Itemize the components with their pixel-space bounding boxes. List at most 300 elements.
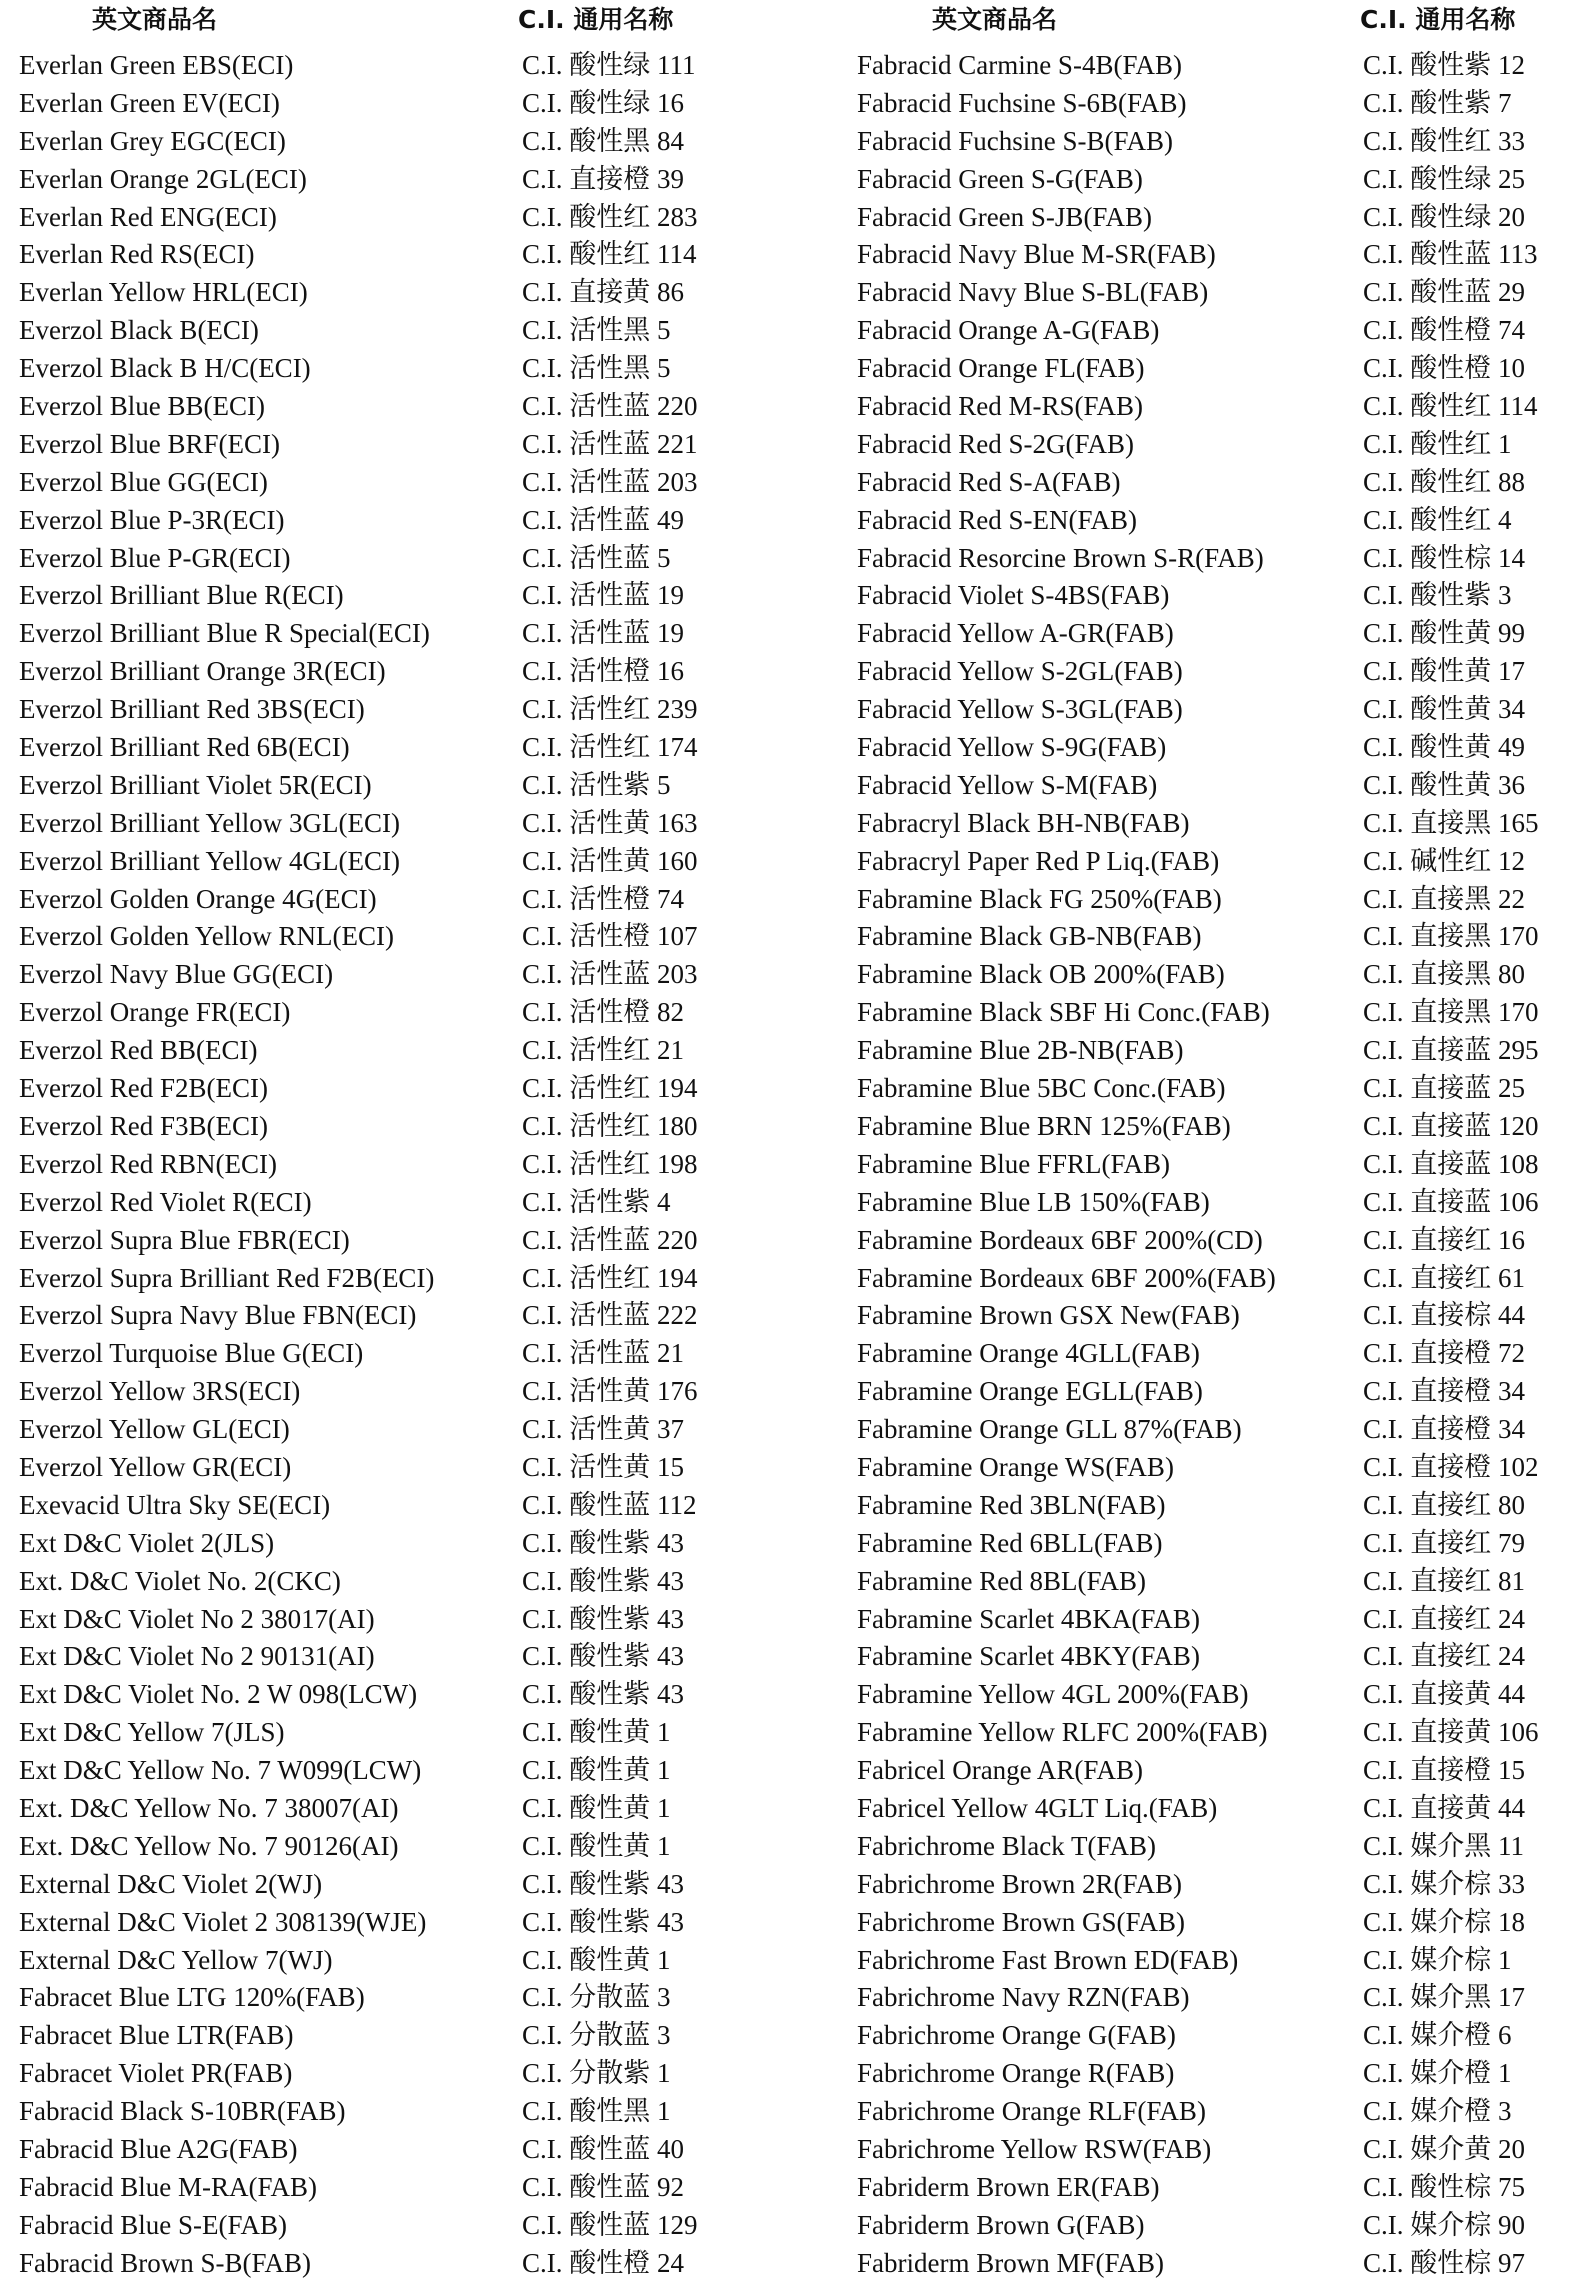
english-trade-name: Fabramine Black OB 200%(FAB): [857, 959, 1225, 990]
table-row: [0, 994, 780, 1032]
ci-generic-name: C.I. 活性蓝 19: [522, 580, 684, 611]
english-trade-name: Everzol Golden Orange 4G(ECI): [19, 883, 377, 914]
english-trade-name: Fabracid Fuchsine S-B(FAB): [857, 125, 1173, 156]
table-row: [0, 236, 780, 274]
english-trade-name: Fabracid Orange A-G(FAB): [857, 315, 1160, 346]
ci-generic-name: C.I. 媒介橙 3: [1363, 2096, 1512, 2127]
ci-generic-name: C.I. 活性蓝 203: [522, 466, 698, 497]
english-trade-name: Fabracid Green S-G(FAB): [857, 163, 1143, 194]
table-row: [0, 615, 780, 653]
table-row: [840, 1146, 1583, 1184]
english-trade-name: Everzol Blue P-3R(ECI): [19, 504, 285, 535]
ci-generic-name: C.I. 活性橙 82: [522, 997, 684, 1028]
english-trade-name: Everzol Blue P-GR(ECI): [19, 542, 291, 573]
ci-generic-name: C.I. 直接黑 165: [1363, 807, 1539, 838]
ci-generic-name: C.I. 直接红 81: [1363, 1565, 1525, 1596]
ci-generic-name: C.I. 酸性紫 43: [522, 1565, 684, 1596]
english-trade-name: Fabricel Yellow 4GLT Liq.(FAB): [857, 1792, 1218, 1823]
ci-generic-name: C.I. 媒介棕 90: [1363, 2209, 1525, 2240]
table-row: [840, 1032, 1583, 1070]
table-row: [840, 1525, 1583, 1563]
table-row: [840, 236, 1583, 274]
ci-generic-name: C.I. 酸性黑 84: [522, 125, 684, 156]
english-trade-name: Fabrichrome Brown GS(FAB): [857, 1906, 1185, 1937]
ci-generic-name: C.I. 活性黄 15: [522, 1451, 684, 1482]
table-row: [0, 1638, 780, 1676]
english-trade-name: Fabracid Yellow A-GR(FAB): [857, 618, 1174, 649]
english-trade-name: Everzol Blue BRF(ECI): [19, 428, 280, 459]
ci-generic-name: C.I. 酸性紫 43: [522, 1679, 684, 1710]
table-row: [0, 1714, 780, 1752]
ci-generic-name: C.I. 酸性橙 74: [1363, 315, 1525, 346]
table-row: [840, 312, 1583, 350]
table-row: [840, 1222, 1583, 1260]
english-trade-name: Fabracid Carmine S-4B(FAB): [857, 50, 1182, 80]
ci-generic-name: C.I. 活性蓝 19: [522, 618, 684, 649]
table-row: [0, 464, 780, 502]
ci-generic-name: C.I. 酸性橙 10: [1363, 353, 1525, 384]
ci-generic-name: C.I. 活性红 239: [522, 694, 698, 725]
ci-generic-name: C.I. 酸性黄 1: [522, 1944, 671, 1975]
ci-generic-name: C.I. 酸性黄 17: [1363, 656, 1525, 687]
ci-generic-name: C.I. 直接橙 34: [1363, 1414, 1525, 1445]
table-row: [0, 1070, 780, 1108]
table-row: [0, 653, 780, 691]
ci-generic-name: C.I. 媒介棕 33: [1363, 1868, 1525, 1899]
ci-generic-name: C.I. 直接蓝 295: [1363, 1035, 1539, 1066]
table-row: [840, 994, 1583, 1032]
english-trade-name: Fabracid Yellow S-9G(FAB): [857, 732, 1167, 763]
english-trade-name: Everzol Brilliant Yellow 3GL(ECI): [19, 807, 400, 838]
english-trade-name: Fabramine Orange 4GLL(FAB): [857, 1338, 1200, 1369]
table-row: [840, 388, 1583, 426]
table-row: [0, 85, 780, 123]
table-row: [0, 1108, 780, 1146]
ci-generic-name: C.I. 媒介黄 20: [1363, 2133, 1525, 2164]
ci-generic-name: C.I. 媒介棕 1: [1363, 1944, 1512, 1975]
english-trade-name: Ext D&C Violet No 2 38017(AI): [19, 1603, 375, 1634]
english-trade-name: Fabramine Scarlet 4BKY(FAB): [857, 1641, 1200, 1672]
header-ci-name: C.I. 通用名称: [1360, 5, 1516, 34]
english-trade-name: Fabracid Red S-2G(FAB): [857, 428, 1134, 459]
english-trade-name: Ext D&C Yellow No. 7 W099(LCW): [19, 1755, 422, 1786]
table-row: [840, 2169, 1583, 2207]
english-trade-name: Everlan Red RS(ECI): [19, 239, 255, 270]
english-trade-name: Fabrichrome Orange R(FAB): [857, 2058, 1175, 2089]
table-row: [840, 1676, 1583, 1714]
table-row: [840, 426, 1583, 464]
table-row: [0, 2017, 780, 2055]
english-trade-name: Ext. D&C Yellow No. 7 38007(AI): [19, 1792, 399, 1823]
ci-generic-name: C.I. 直接黄 44: [1363, 1792, 1525, 1823]
ci-generic-name: C.I. 直接黑 80: [1363, 959, 1525, 990]
table-row: [0, 1904, 780, 1942]
table-row: [840, 1714, 1583, 1752]
table-row: [840, 1563, 1583, 1601]
ci-generic-name: C.I. 酸性蓝 40: [522, 2133, 684, 2164]
english-trade-name: Everlan Orange 2GL(ECI): [19, 163, 307, 194]
table-row: [840, 1979, 1583, 2017]
ci-generic-name: C.I. 活性红 198: [522, 1148, 698, 1179]
english-trade-name: Everzol Yellow GL(ECI): [19, 1414, 290, 1445]
table-row: [840, 767, 1583, 805]
table-row: [0, 388, 780, 426]
table-row: [840, 918, 1583, 956]
table-row: [840, 1184, 1583, 1222]
ci-generic-name: C.I. 活性红 180: [522, 1110, 698, 1141]
english-trade-name: Everlan Red ENG(ECI): [19, 201, 277, 232]
table-row: [0, 881, 780, 919]
ci-generic-name: C.I. 直接蓝 106: [1363, 1186, 1539, 1217]
table-row: [0, 2169, 780, 2207]
table-row: [840, 1601, 1583, 1639]
table-row: [840, 161, 1583, 199]
english-trade-name: Fabramine Black FG 250%(FAB): [857, 883, 1222, 914]
table-row: [0, 2055, 780, 2093]
table-row: [840, 2017, 1583, 2055]
ci-generic-name: C.I. 酸性黄 1: [522, 1792, 671, 1823]
table-row: [840, 2207, 1583, 2245]
english-trade-name: Everzol Yellow 3RS(ECI): [19, 1376, 301, 1407]
table-row: [840, 729, 1583, 767]
table-row: [0, 577, 780, 615]
table-row: [840, 2093, 1583, 2131]
ci-generic-name: C.I. 直接红 79: [1363, 1527, 1525, 1558]
table-row: [840, 2245, 1583, 2283]
table-row: [840, 1411, 1583, 1449]
ci-generic-name: C.I. 酸性蓝 92: [522, 2171, 684, 2202]
ci-generic-name: C.I. 活性蓝 203: [522, 959, 698, 990]
table-row: [0, 161, 780, 199]
english-trade-name: Fabracid Blue S-E(FAB): [19, 2209, 287, 2240]
ci-generic-name: C.I. 活性红 194: [522, 1073, 698, 1104]
english-trade-name: Fabricel Orange AR(FAB): [857, 1755, 1143, 1786]
ci-generic-name: C.I. 酸性紫 3: [1363, 580, 1512, 611]
header-english-name: 英文商品名: [932, 5, 1058, 34]
ci-generic-name: C.I. 酸性紫 43: [522, 1868, 684, 1899]
english-trade-name: Fabrichrome Yellow RSW(FAB): [857, 2133, 1212, 2164]
table-row: [840, 1297, 1583, 1335]
ci-generic-name: C.I. 活性紫 4: [522, 1186, 671, 1217]
table-row: [840, 1108, 1583, 1146]
table-row: [0, 1601, 780, 1639]
ci-generic-name: C.I. 媒介黑 17: [1363, 1982, 1525, 2013]
english-trade-name: Fabracid Resorcine Brown S-R(FAB): [857, 542, 1264, 573]
ci-generic-name: C.I. 酸性红 114: [1363, 391, 1538, 422]
table-row: [840, 1828, 1583, 1866]
ci-generic-name: C.I. 媒介橙 6: [1363, 2020, 1512, 2051]
table-row: [840, 1638, 1583, 1676]
ci-generic-name: C.I. 活性黄 37: [522, 1414, 684, 1445]
table-row: [0, 956, 780, 994]
ci-generic-name: C.I. 直接橙 39: [522, 163, 684, 194]
ci-generic-name: C.I. 直接红 24: [1363, 1603, 1525, 1634]
english-trade-name: Fabriderm Brown G(FAB): [857, 2209, 1145, 2240]
table-row: [840, 956, 1583, 994]
table-row: [0, 2093, 780, 2131]
english-trade-name: Fabracid Fuchsine S-6B(FAB): [857, 87, 1187, 118]
ci-generic-name: C.I. 直接橙 34: [1363, 1376, 1525, 1407]
ci-generic-name: C.I. 活性黑 5: [522, 315, 671, 346]
table-row: [0, 350, 780, 388]
ci-generic-name: C.I. 酸性黄 1: [522, 1717, 671, 1748]
table-row: [0, 1335, 780, 1373]
ci-generic-name: C.I. 直接红 80: [1363, 1489, 1525, 1520]
ci-generic-name: C.I. 活性蓝 5: [522, 542, 671, 573]
english-trade-name: Fabracet Violet PR(FAB): [19, 2058, 293, 2089]
english-trade-name: Fabramine Blue LB 150%(FAB): [857, 1186, 1210, 1217]
english-trade-name: Everzol Red F3B(ECI): [19, 1110, 268, 1141]
ci-generic-name: C.I. 酸性绿 25: [1363, 163, 1525, 194]
table-row: [840, 653, 1583, 691]
ci-generic-name: C.I. 酸性黄 99: [1363, 618, 1525, 649]
table-row: [840, 1790, 1583, 1828]
english-trade-name: Everzol Brilliant Yellow 4GL(ECI): [19, 845, 400, 876]
ci-generic-name: C.I. 活性黄 176: [522, 1376, 698, 1407]
table-row: [0, 1866, 780, 1904]
table-row: [840, 1335, 1583, 1373]
ci-generic-name: C.I. 活性黄 163: [522, 807, 698, 838]
english-trade-name: Fabracid Green S-JB(FAB): [857, 201, 1152, 232]
table-row: [0, 1411, 780, 1449]
english-trade-name: Everzol Supra Brilliant Red F2B(ECI): [19, 1262, 435, 1293]
ci-generic-name: C.I. 酸性黄 36: [1363, 769, 1525, 800]
english-trade-name: Fabramine Orange EGLL(FAB): [857, 1376, 1203, 1407]
table-row: [840, 540, 1583, 578]
english-trade-name: Ext D&C Violet No 2 90131(AI): [19, 1641, 375, 1672]
english-trade-name: Ext D&C Violet 2(JLS): [19, 1527, 275, 1558]
ci-generic-name: C.I. 活性红 21: [522, 1035, 684, 1066]
table-row: [0, 502, 780, 540]
table-row: [0, 729, 780, 767]
ci-generic-name: C.I. 酸性蓝 29: [1363, 277, 1525, 308]
table-row: [0, 1676, 780, 1714]
table-row: [840, 47, 1583, 85]
ci-generic-name: C.I. 直接黄 44: [1363, 1679, 1525, 1710]
table-row: [840, 843, 1583, 881]
english-trade-name: Fabramine Orange GLL 87%(FAB): [857, 1414, 1242, 1445]
ci-generic-name: C.I. 活性蓝 49: [522, 504, 684, 535]
english-trade-name: Fabracid Orange FL(FAB): [857, 353, 1145, 384]
table-row: [840, 615, 1583, 653]
ci-generic-name: C.I. 酸性橙 24: [522, 2247, 684, 2278]
ci-generic-name: C.I. 分散紫 1: [522, 2058, 671, 2089]
ci-generic-name: C.I. 活性紫 5: [522, 769, 671, 800]
ci-generic-name: C.I. 酸性棕 14: [1363, 542, 1525, 573]
table-row: [840, 85, 1583, 123]
ci-generic-name: C.I. 直接黄 106: [1363, 1717, 1539, 1748]
ci-generic-name: C.I. 媒介橙 1: [1363, 2058, 1512, 2089]
english-trade-name: Everlan Grey EGC(ECI): [19, 125, 286, 156]
ci-generic-name: C.I. 酸性棕 97: [1363, 2247, 1525, 2278]
english-trade-name: Fabrichrome Fast Brown ED(FAB): [857, 1944, 1239, 1975]
table-row: [0, 691, 780, 729]
ci-generic-name: C.I. 酸性紫 12: [1363, 50, 1525, 80]
ci-generic-name: C.I. 直接棕 44: [1363, 1300, 1525, 1331]
table-row: [0, 199, 780, 237]
english-trade-name: Fabracid Blue M-RA(FAB): [19, 2171, 317, 2202]
english-trade-name: Fabracid Black S-10BR(FAB): [19, 2096, 346, 2127]
table-row: [0, 843, 780, 881]
english-trade-name: Fabracryl Black BH-NB(FAB): [857, 807, 1190, 838]
english-trade-name: Fabramine Blue BRN 125%(FAB): [857, 1110, 1231, 1141]
english-trade-name: Fabramine Blue FFRL(FAB): [857, 1148, 1170, 1179]
english-trade-name: Fabramine Black GB-NB(FAB): [857, 921, 1202, 952]
table-row: [0, 1942, 780, 1980]
table-row: [0, 1790, 780, 1828]
ci-generic-name: C.I. 分散蓝 3: [522, 1982, 671, 2013]
english-trade-name: Fabracid Red S-A(FAB): [857, 466, 1121, 497]
table-row: [0, 918, 780, 956]
ci-generic-name: C.I. 活性蓝 221: [522, 428, 698, 459]
table-row: [0, 123, 780, 161]
english-trade-name: Fabracryl Paper Red P Liq.(FAB): [857, 845, 1220, 876]
english-trade-name: Fabracet Blue LTG 120%(FAB): [19, 1982, 365, 2013]
table-row: [840, 350, 1583, 388]
table-row: [840, 464, 1583, 502]
english-trade-name: Fabrichrome Orange RLF(FAB): [857, 2096, 1206, 2127]
ci-generic-name: C.I. 酸性红 1: [1363, 428, 1512, 459]
english-trade-name: Everzol Supra Blue FBR(ECI): [19, 1224, 350, 1255]
ci-generic-name: C.I. 酸性蓝 129: [522, 2209, 698, 2240]
english-trade-name: Everzol Red Violet R(ECI): [19, 1186, 312, 1217]
table-row: [840, 805, 1583, 843]
english-trade-name: Fabracid Brown S-B(FAB): [19, 2247, 311, 2278]
english-trade-name: Everzol Brilliant Red 3BS(ECI): [19, 694, 365, 725]
ci-generic-name: C.I. 直接蓝 108: [1363, 1148, 1539, 1179]
table-row: [0, 1184, 780, 1222]
table-row: [840, 1866, 1583, 1904]
table-row: [0, 1752, 780, 1790]
ci-generic-name: C.I. 活性黑 5: [522, 353, 671, 384]
table-row: [0, 2131, 780, 2169]
english-trade-name: Fabriderm Brown MF(FAB): [857, 2247, 1164, 2278]
english-trade-name: Everzol Brilliant Blue R(ECI): [19, 580, 344, 611]
english-trade-name: Everzol Black B H/C(ECI): [19, 353, 311, 384]
ci-generic-name: C.I. 直接蓝 25: [1363, 1073, 1525, 1104]
ci-generic-name: C.I. 活性红 194: [522, 1262, 698, 1293]
english-trade-name: Exevacid Ultra Sky SE(ECI): [19, 1489, 331, 1520]
table-row: [0, 426, 780, 464]
table-row: [840, 2131, 1583, 2169]
english-trade-name: Fabracid Yellow S-2GL(FAB): [857, 656, 1183, 687]
table-row: [0, 1828, 780, 1866]
right-list: [840, 47, 1583, 2283]
english-trade-name: Fabramine Brown GSX New(FAB): [857, 1300, 1240, 1331]
ci-generic-name: C.I. 直接红 61: [1363, 1262, 1525, 1293]
ci-generic-name: C.I. 酸性紫 43: [522, 1641, 684, 1672]
ci-generic-name: C.I. 酸性黑 1: [522, 2096, 671, 2127]
table-row: [0, 540, 780, 578]
english-trade-name: Fabramine Blue 2B-NB(FAB): [857, 1035, 1184, 1066]
table-row: [0, 767, 780, 805]
header-english-name: 英文商品名: [92, 5, 218, 34]
ci-generic-name: C.I. 酸性蓝 112: [522, 1489, 697, 1520]
table-row: [840, 1373, 1583, 1411]
table-row: [840, 881, 1583, 919]
english-trade-name: Everzol Orange FR(ECI): [19, 997, 291, 1028]
english-trade-name: Fabrichrome Navy RZN(FAB): [857, 1982, 1190, 2013]
table-row: [840, 1449, 1583, 1487]
english-trade-name: Fabracid Blue A2G(FAB): [19, 2133, 298, 2164]
table-row: [0, 1979, 780, 2017]
english-trade-name: Fabramine Black SBF Hi Conc.(FAB): [857, 997, 1270, 1028]
english-trade-name: Fabracid Red S-EN(FAB): [857, 504, 1137, 535]
english-trade-name: Fabracid Navy Blue M-SR(FAB): [857, 239, 1216, 270]
ci-generic-name: C.I. 直接黄 86: [522, 277, 684, 308]
english-trade-name: Fabramine Yellow 4GL 200%(FAB): [857, 1679, 1249, 1710]
english-trade-name: Everzol Black B(ECI): [19, 315, 259, 346]
english-trade-name: Fabramine Orange WS(FAB): [857, 1451, 1174, 1482]
english-trade-name: Everzol Brilliant Blue R Special(ECI): [19, 618, 430, 649]
english-trade-name: Fabrichrome Black T(FAB): [857, 1830, 1156, 1861]
table-row: [840, 123, 1583, 161]
table-row: [0, 2245, 780, 2283]
ci-generic-name: C.I. 酸性黄 1: [522, 1830, 671, 1861]
english-trade-name: Ext. D&C Yellow No. 7 90126(AI): [19, 1830, 399, 1861]
english-trade-name: Everzol Turquoise Blue G(ECI): [19, 1338, 364, 1369]
ci-generic-name: C.I. 活性黄 160: [522, 845, 698, 876]
ci-generic-name: C.I. 酸性红 88: [1363, 466, 1525, 497]
english-trade-name: Fabracid Yellow S-3GL(FAB): [857, 694, 1183, 725]
ci-generic-name: C.I. 直接黑 170: [1363, 997, 1539, 1028]
ci-generic-name: C.I. 活性蓝 21: [522, 1338, 684, 1369]
ci-generic-name: C.I. 酸性紫 43: [522, 1527, 684, 1558]
ci-generic-name: C.I. 酸性红 33: [1363, 125, 1525, 156]
english-trade-name: Ext D&C Violet No. 2 W 098(LCW): [19, 1679, 418, 1710]
left-list: [0, 47, 780, 2283]
ci-generic-name: C.I. 直接蓝 120: [1363, 1110, 1539, 1141]
ci-generic-name: C.I. 酸性紫 7: [1363, 87, 1512, 118]
english-trade-name: Fabramine Red 6BLL(FAB): [857, 1527, 1163, 1558]
english-trade-name: Everzol Supra Navy Blue FBN(ECI): [19, 1300, 417, 1331]
ci-generic-name: C.I. 直接黑 22: [1363, 883, 1525, 914]
table-row: [0, 1449, 780, 1487]
ci-generic-name: C.I. 分散蓝 3: [522, 2020, 671, 2051]
english-trade-name: External D&C Yellow 7(WJ): [19, 1944, 333, 1975]
ci-generic-name: C.I. 活性红 174: [522, 732, 698, 763]
table-row: [0, 1297, 780, 1335]
table-row: [840, 1487, 1583, 1525]
ci-generic-name: C.I. 酸性棕 75: [1363, 2171, 1525, 2202]
english-trade-name: Fabracet Blue LTR(FAB): [19, 2020, 294, 2051]
english-trade-name: Everzol Brilliant Orange 3R(ECI): [19, 656, 386, 687]
table-row: [0, 274, 780, 312]
ci-generic-name: C.I. 活性蓝 220: [522, 1224, 698, 1255]
ci-generic-name: C.I. 酸性紫 43: [522, 1906, 684, 1937]
ci-generic-name: C.I. 媒介黑 11: [1363, 1830, 1524, 1861]
ci-generic-name: C.I. 媒介棕 18: [1363, 1906, 1525, 1937]
ci-generic-name: C.I. 酸性黄 49: [1363, 732, 1525, 763]
english-trade-name: Ext D&C Yellow 7(JLS): [19, 1717, 285, 1748]
english-trade-name: Fabracid Violet S-4BS(FAB): [857, 580, 1170, 611]
english-trade-name: Fabramine Scarlet 4BKA(FAB): [857, 1603, 1200, 1634]
table-row: [0, 1373, 780, 1411]
table-row: [0, 1487, 780, 1525]
ci-generic-name: C.I. 酸性红 4: [1363, 504, 1512, 535]
english-trade-name: External D&C Violet 2 308139(WJE): [19, 1906, 427, 1937]
table-row: [840, 502, 1583, 540]
ci-generic-name: C.I. 酸性红 114: [522, 239, 697, 270]
english-trade-name: Everzol Yellow GR(ECI): [19, 1451, 292, 1482]
ci-generic-name: C.I. 酸性黄 1: [522, 1755, 671, 1786]
ci-generic-name: C.I. 碱性红 12: [1363, 845, 1525, 876]
english-trade-name: Everlan Green EBS(ECI): [19, 50, 294, 80]
table-row: [0, 312, 780, 350]
english-trade-name: Fabramine Blue 5BC Conc.(FAB): [857, 1073, 1226, 1104]
english-trade-name: Ext. D&C Violet No. 2(CKC): [19, 1565, 341, 1596]
english-trade-name: Fabriderm Brown ER(FAB): [857, 2171, 1160, 2202]
